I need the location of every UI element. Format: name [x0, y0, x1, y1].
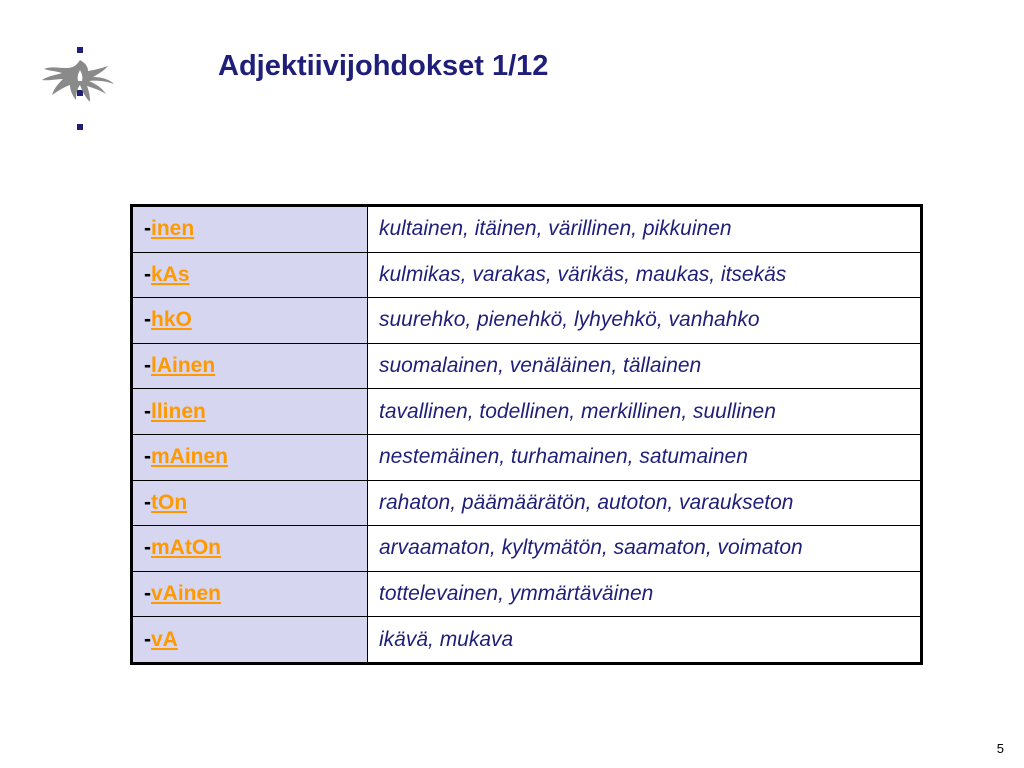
suffix-dash: - — [144, 627, 151, 651]
suffix-dash: - — [144, 308, 151, 332]
suffix-link[interactable]: lAinen — [151, 354, 216, 378]
examples-cell: rahaton, päämäärätön, autoton, varaukseton — [368, 480, 922, 526]
suffix-dash: - — [144, 582, 151, 606]
university-logo-icon — [36, 44, 128, 136]
suffix-dash: - — [144, 490, 151, 514]
examples-cell: arvaamaton, kyltymätön, saamaton, voimaton — [368, 526, 922, 572]
examples-cell: tottelevainen, ymmärtäväinen — [368, 571, 922, 617]
suffix-link[interactable]: mAinen — [151, 445, 229, 469]
suffix-table-container — [130, 204, 920, 665]
examples-cell: nestemäinen, turhamainen, satumainen — [368, 434, 922, 480]
suffix-cell — [132, 343, 368, 389]
examples-cell: kultainen, itäinen, värillinen, pikkuinen — [368, 206, 922, 253]
table-row — [132, 434, 922, 480]
suffix-dash: - — [144, 217, 151, 241]
suffix-cell — [132, 617, 368, 664]
suffix-link[interactable]: hkO — [151, 308, 192, 332]
table-row — [132, 480, 922, 526]
suffix-dash: - — [144, 354, 151, 378]
table-row — [132, 526, 922, 572]
suffix-dash: - — [144, 445, 151, 469]
examples-cell: ikävä, mukava — [368, 617, 922, 664]
suffix-dash: - — [144, 399, 151, 423]
suffix-link[interactable]: vA — [151, 627, 178, 651]
suffix-link[interactable]: tOn — [151, 490, 188, 514]
table-row — [132, 617, 922, 664]
examples-cell: suurehko, pienehkö, lyhyehkö, vanhahko — [368, 298, 922, 344]
suffix-cell — [132, 252, 368, 298]
suffix-link[interactable]: mAtOn — [151, 536, 221, 560]
suffix-cell — [132, 571, 368, 617]
suffix-cell — [132, 480, 368, 526]
table-row — [132, 571, 922, 617]
adjective-suffix-table — [130, 204, 923, 665]
suffix-cell — [132, 526, 368, 572]
examples-cell: tavallinen, todellinen, merkillinen, suullinen — [368, 389, 922, 435]
suffix-link[interactable]: vAinen — [151, 582, 222, 606]
page-number: 5 — [996, 741, 1004, 756]
suffix-dash: - — [144, 536, 151, 560]
examples-cell: suomalainen, venäläinen, tällainen — [368, 343, 922, 389]
suffix-cell — [132, 389, 368, 435]
slide-title: Adjektiivijohdokset 1/12 — [218, 50, 549, 82]
table-row — [132, 206, 922, 253]
suffix-cell — [132, 206, 368, 253]
table-row — [132, 389, 922, 435]
suffix-link[interactable]: kAs — [151, 262, 190, 286]
suffix-link[interactable]: inen — [151, 217, 195, 241]
table-row — [132, 343, 922, 389]
table-row — [132, 252, 922, 298]
suffix-cell — [132, 434, 368, 480]
suffix-dash: - — [144, 262, 151, 286]
suffix-link[interactable]: llinen — [151, 399, 206, 423]
examples-cell: kulmikas, varakas, värikäs, maukas, itsekäs — [368, 252, 922, 298]
suffix-cell — [132, 298, 368, 344]
table-row — [132, 298, 922, 344]
